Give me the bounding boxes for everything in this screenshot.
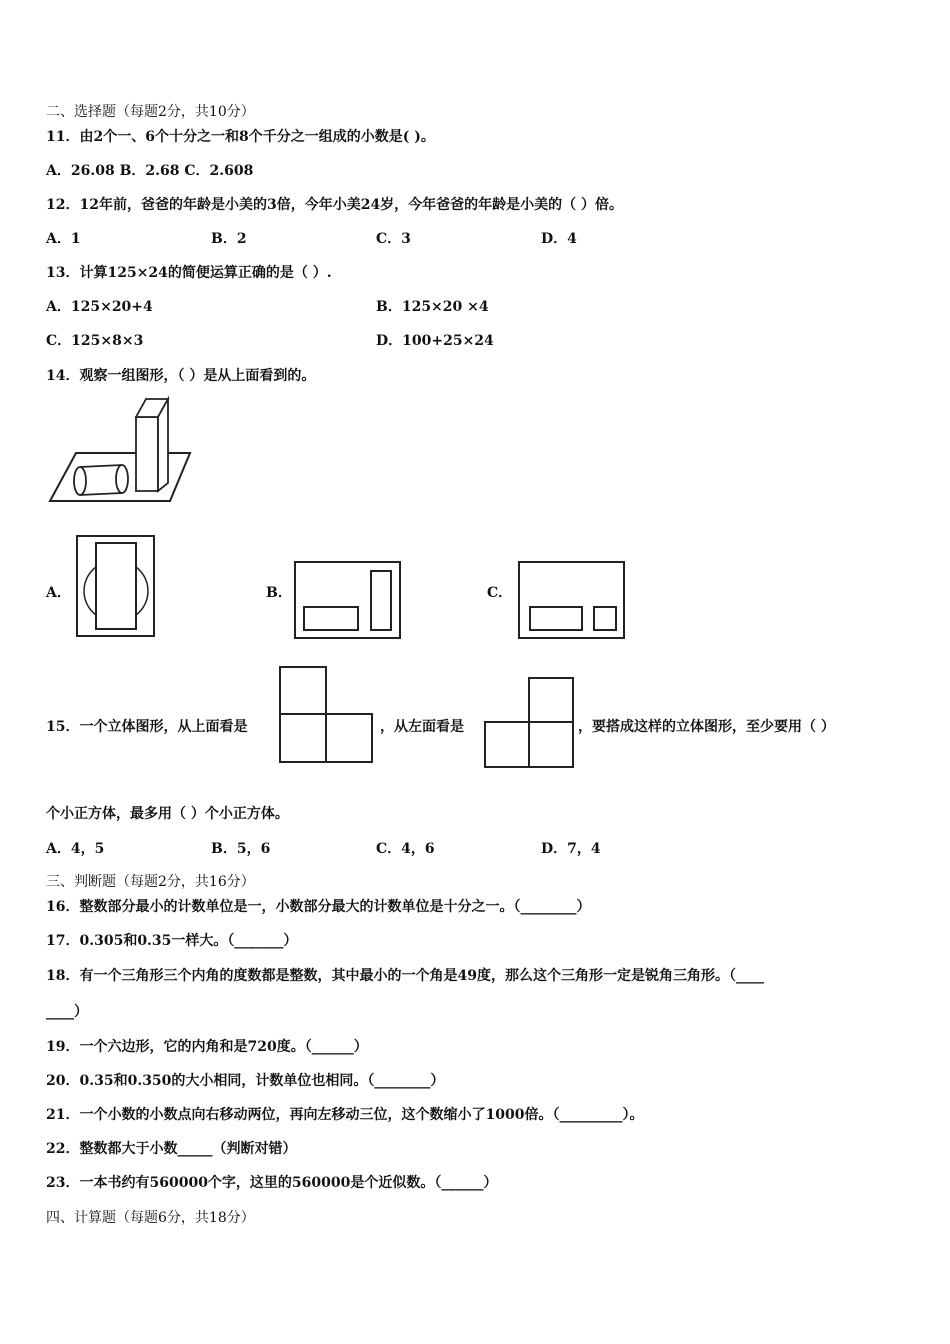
q14-option-a-figure <box>76 535 156 637</box>
q12-option-a: A．1 <box>46 231 81 247</box>
question-15-part4: 个小正方体，最多用（ ）个小正方体。 <box>46 806 289 822</box>
q13-option-b: B．125×20 ×4 <box>376 299 489 315</box>
q13-option-d: D．100+25×24 <box>376 333 494 349</box>
question-15-part2: ，从左面看是 <box>380 719 464 735</box>
q14-option-b: B． <box>266 585 292 601</box>
section-2-title: 二、选择题（每题2分，共10分） <box>46 104 255 120</box>
q15-left-view-figure <box>484 677 576 769</box>
q14-solid-figure <box>46 395 196 505</box>
question-18-cont: ____） <box>46 1004 88 1020</box>
q15-option-a: A．4，5 <box>46 841 105 857</box>
question-18: 18．有一个三角形三个内角的度数都是整数，其中最小的一个角是49度，那么这个三角形一定是锐角三角形。（____ <box>46 968 764 984</box>
section-3-title: 三、判断题（每题2分，共16分） <box>46 874 255 890</box>
question-23: 23．一本书约有560000个字，这里的560000是个近似数。（______） <box>46 1175 498 1191</box>
q15-option-c: C．4，6 <box>376 841 435 857</box>
question-11-options: A．26.08 B．2.68 C．2.608 <box>46 163 254 179</box>
question-13: 13．计算125×24的简便运算正确的是（ ）. <box>46 265 332 281</box>
section-4-title: 四、计算题（每题6分，共18分） <box>46 1210 255 1226</box>
question-15-part1: 15．一个立体图形，从上面看是 <box>46 719 248 735</box>
question-19: 19．一个六边形，它的内角和是720度。（______） <box>46 1039 368 1055</box>
question-22: 22．整数都大于小数_____（判断对错） <box>46 1141 297 1157</box>
q12-option-d: D．4 <box>541 231 577 247</box>
q13-option-a: A．125×20+4 <box>46 299 153 315</box>
question-11: 11．由2个一、6个十分之一和8个千分之一组成的小数是( )。 <box>46 129 435 145</box>
q15-option-d: D．7，4 <box>541 841 601 857</box>
q12-option-c: C．3 <box>376 231 411 247</box>
q14-option-c-figure <box>518 561 626 639</box>
question-21: 21．一个小数的小数点向右移动两位，再向左移动三位，这个数缩小了1000倍。（_________）。 <box>46 1107 644 1123</box>
q13-option-c: C．125×8×3 <box>46 333 144 349</box>
question-17: 17．0.305和0.35一样大。（_______） <box>46 933 298 949</box>
question-14: 14．观察一组图形，（ ）是从上面看到的。 <box>46 368 316 384</box>
q14-option-b-figure <box>294 561 402 639</box>
q15-option-b: B．5，6 <box>211 841 271 857</box>
q15-top-view-figure <box>279 666 375 764</box>
question-15-part3: ，要搭成这样的立体图形，至少要用（ ） <box>578 719 835 735</box>
question-12: 12．12年前，爸爸的年龄是小美的3倍，今年小美24岁，今年爸爸的年龄是小美的（ ）倍。 <box>46 197 624 213</box>
question-20: 20．0.35和0.350的大小相同，计数单位也相同。（________） <box>46 1073 445 1089</box>
q12-option-b: B．2 <box>211 231 247 247</box>
q14-option-a: A． <box>46 585 71 601</box>
q14-option-c: C． <box>487 585 513 601</box>
question-16: 16．整数部分最小的计数单位是一，小数部分最大的计数单位是十分之一。（________） <box>46 899 591 915</box>
